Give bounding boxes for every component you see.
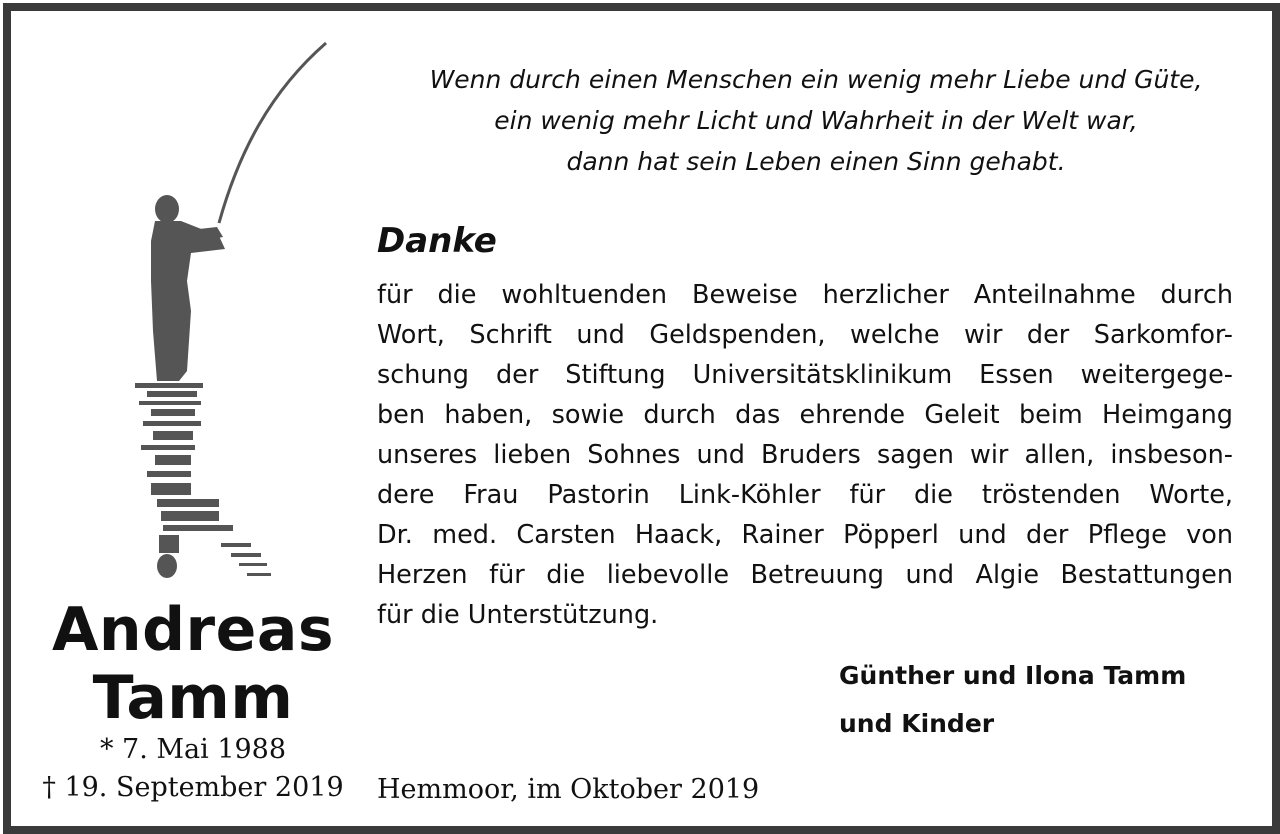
signature-children: und Kinder [839, 709, 995, 738]
thanks-body [377, 275, 1233, 635]
deceased-first-name: Andreas [51, 595, 335, 665]
place-date: Hemmoor, im Oktober 2019 [377, 774, 760, 805]
angler-silhouette-icon [121, 31, 341, 591]
quote-line: dann hat sein Leben einen Sinn gehabt. [566, 147, 1066, 176]
body-line: dere Frau Pastorin Link-Köhler für die tröstenden Worte, [377, 480, 1233, 510]
quote-line: Wenn durch einen Menschen ein wenig mehr Liebe und Güte, [429, 65, 1203, 94]
memorial-quote [381, 59, 1251, 182]
body-line: Dr. med. Carsten Haack, Rainer Pöpperl und der Pflege von [377, 520, 1233, 550]
signature-names: Günther und Ilona Tamm [839, 661, 1187, 690]
body-line: für die Unterstützung. [377, 600, 659, 630]
body-line: Herzen für die liebevolle Betreuung und Algie Bestattungen [377, 560, 1233, 590]
death-date: † 19. September 2019 [42, 772, 344, 803]
body-line: unseres lieben Sohnes und Bruders sagen wir allen, insbeson- [377, 440, 1233, 470]
obituary-frame [3, 3, 1280, 834]
body-line: ben haben, sowie durch das ehrende Geleit beim Heimgang [377, 400, 1233, 430]
birth-date: * 7. Mai 1988 [99, 734, 287, 765]
deceased-last-name: Tamm [92, 663, 294, 733]
body-line: Wort, Schrift und Geldspenden, welche wir der Sarkomfor- [377, 320, 1233, 350]
body-line: für die wohltuenden Beweise herzlicher Anteilnahme durch [377, 280, 1233, 310]
quote-line: ein wenig mehr Licht und Wahrheit in der Welt war, [494, 106, 1138, 135]
thanks-heading: Danke [377, 221, 497, 261]
obituary-content [11, 11, 1272, 826]
body-line: schung der Stiftung Universitätsklinikum Essen weitergege- [377, 360, 1233, 390]
